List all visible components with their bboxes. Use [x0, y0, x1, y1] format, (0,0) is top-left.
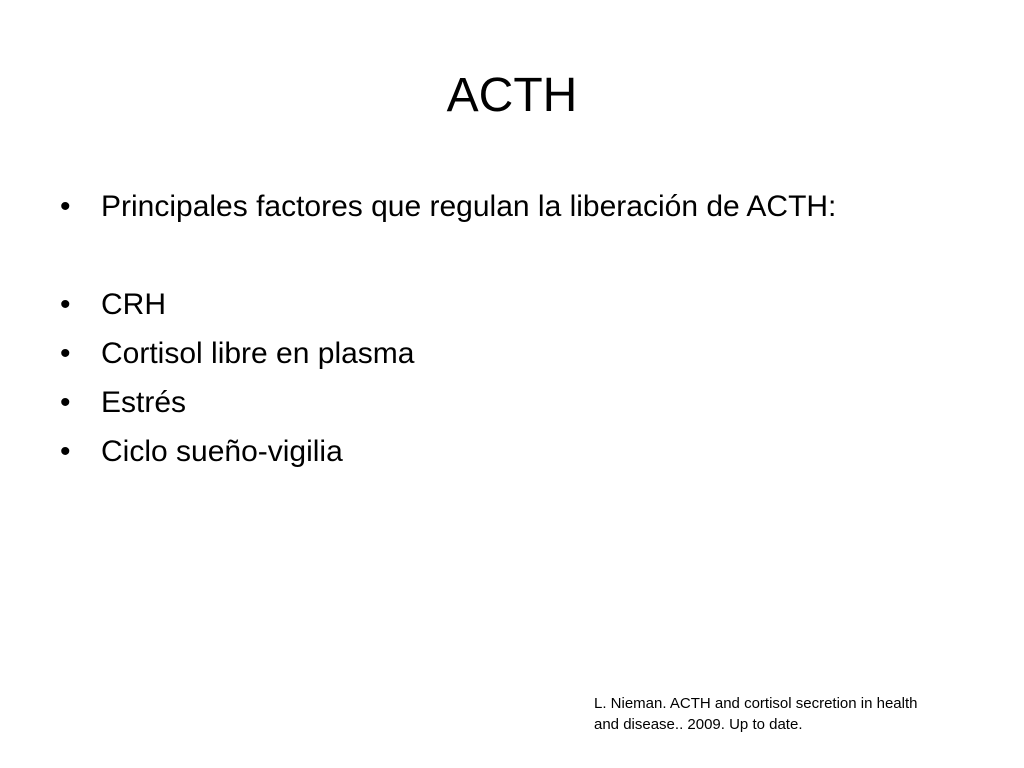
bullet-dot-icon: •: [60, 190, 71, 223]
bullet-dot-icon: •: [60, 337, 71, 370]
bullet-text: CRH: [101, 288, 166, 321]
bullet-dot-icon: •: [60, 386, 71, 419]
citation-line: and disease.. 2009. Up to date.: [594, 716, 803, 733]
bullet-dot-icon: •: [60, 288, 71, 321]
bullet-item-intro: [60, 182, 836, 231]
bullet-item-estres: [60, 378, 836, 427]
bullet-text: Principales factores que regulan la liberación de ACTH:: [101, 190, 837, 223]
citation: [594, 693, 974, 735]
bullet-text: Ciclo sueño-vigilia: [101, 435, 343, 468]
bullet-item-cortisol: [60, 329, 836, 378]
bullet-dot-icon: •: [60, 435, 71, 468]
bullet-text: Cortisol libre en plasma: [101, 337, 415, 370]
bullet-list: [60, 182, 836, 476]
citation-line: L. Nieman. ACTH and cortisol secretion in health: [594, 695, 918, 712]
slide-title: ACTH: [446, 69, 578, 122]
bullet-item-ciclo: [60, 427, 836, 476]
bullet-text: Estrés: [101, 386, 187, 419]
bullet-item-crh: [60, 280, 836, 329]
